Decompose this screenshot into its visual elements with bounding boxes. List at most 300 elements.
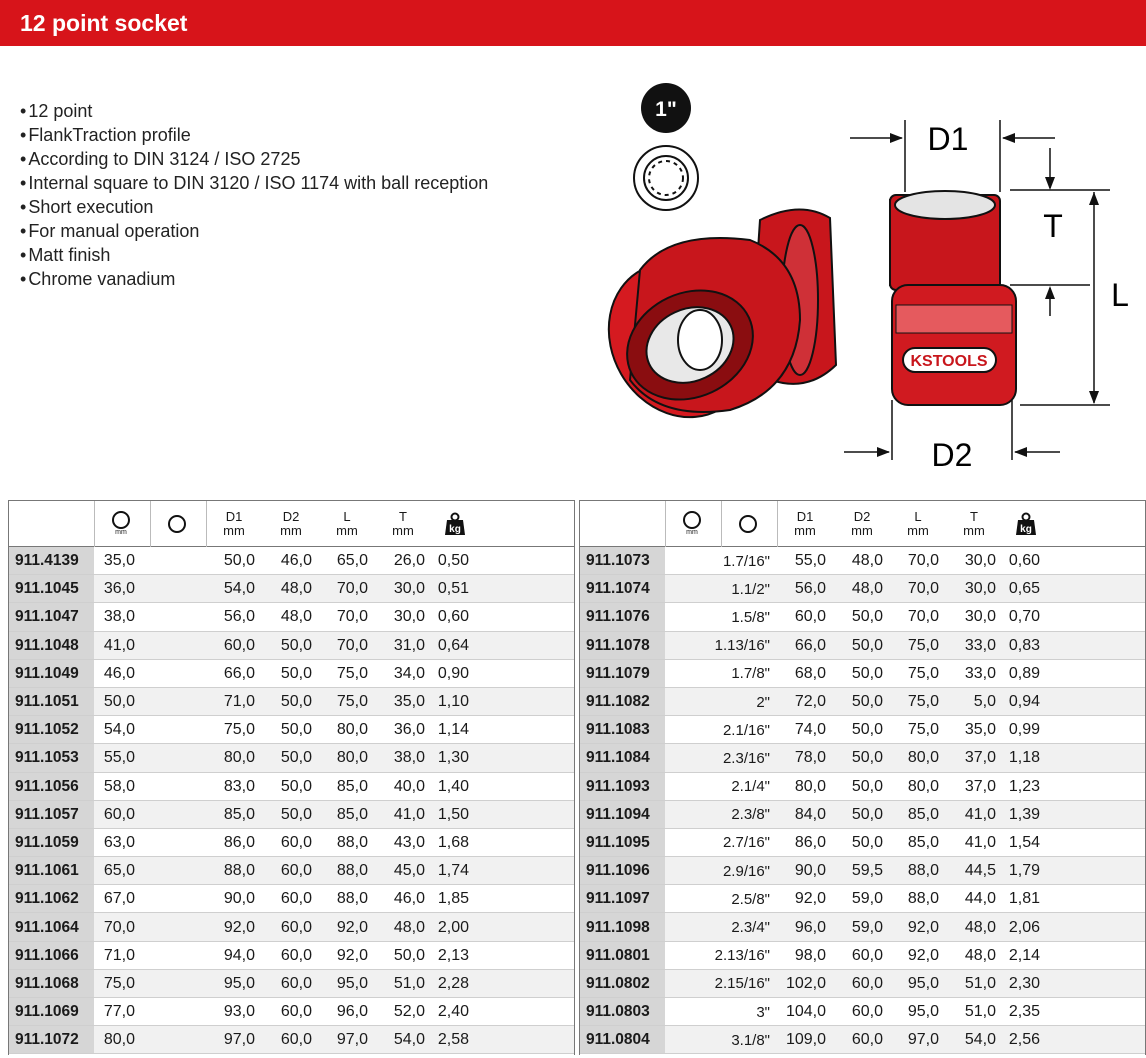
t-cell: 48,0 [964, 918, 996, 936]
t-cell: 30,0 [964, 608, 996, 626]
weight-cell: 1,23 [1008, 777, 1040, 795]
weight-icon [444, 512, 466, 536]
article-number-cell: 911.4139 [9, 547, 94, 575]
twelve-point-circle-icon [739, 515, 757, 533]
inch-size-cell: 2.7/16" [722, 834, 770, 852]
l-cell: 70,0 [336, 636, 368, 654]
metric-size-cell: 60,0 [103, 805, 135, 823]
t-cell: 46,0 [393, 890, 425, 908]
inch-size-cell: 1.7/8" [731, 665, 770, 683]
article-number-cell: 911.1069 [9, 998, 94, 1026]
feature-item: • For manual operation [20, 219, 488, 243]
weight-cell: 1,18 [1008, 749, 1040, 767]
metric-size-cell: 65,0 [103, 862, 135, 880]
t-cell: 52,0 [393, 1003, 425, 1021]
d2-cell: 50,0 [851, 833, 883, 851]
table-row [9, 801, 574, 829]
d2-cell: 50,0 [280, 749, 312, 767]
weight-cell: 1,40 [437, 777, 469, 795]
weight-cell: 0,89 [1008, 664, 1040, 682]
d1-cell: 71,0 [223, 693, 255, 711]
inch-size-cell: 2.9/16" [722, 862, 770, 880]
d2-cell: 50,0 [851, 777, 883, 795]
article-number-cell: 911.1098 [580, 913, 665, 941]
article-number-cell: 911.1076 [580, 603, 665, 631]
d2-cell: 48,0 [851, 552, 883, 570]
d1-cell: 60,0 [794, 608, 826, 626]
d2-cell: 50,0 [280, 777, 312, 795]
t-cell: 38,0 [393, 749, 425, 767]
table-row [580, 632, 1145, 660]
d2-cell: 50,0 [851, 608, 883, 626]
t-cell: 35,0 [964, 721, 996, 739]
metric-size-cell: 67,0 [103, 890, 135, 908]
d1-cell: 56,0 [223, 608, 255, 626]
l-cell: 92,0 [336, 918, 368, 936]
metric-size-cell: 54,0 [103, 721, 135, 739]
l-cell: 70,0 [907, 552, 939, 570]
d1-cell: 50,0 [223, 552, 255, 570]
dimension-l-label: L [1111, 277, 1129, 313]
metric-size-cell: 80,0 [103, 1031, 135, 1049]
weight-header [1006, 501, 1046, 547]
article-number-cell: 911.1049 [9, 660, 94, 688]
inch-size-cell: 2" [756, 693, 770, 711]
d2-cell: 59,5 [851, 862, 883, 880]
inch-size-cell: 2.3/8" [731, 806, 770, 824]
weight-cell: 0,99 [1008, 721, 1040, 739]
weight-cell: 1,79 [1008, 862, 1040, 880]
d2-header: D2 mm [280, 509, 302, 538]
d2-header: D2 mm [851, 509, 873, 538]
d2-cell: 48,0 [851, 580, 883, 598]
inch-size-cell: 2.5/8" [731, 890, 770, 908]
article-number-cell: 911.1082 [580, 688, 665, 716]
weight-cell: 0,64 [437, 636, 469, 654]
l-cell: 85,0 [907, 805, 939, 823]
l-cell: 85,0 [336, 777, 368, 795]
d1-cell: 56,0 [794, 580, 826, 598]
table-row [580, 660, 1145, 688]
l-cell: 88,0 [336, 833, 368, 851]
table-row [580, 688, 1145, 716]
d1-cell: 97,0 [223, 1031, 255, 1049]
article-number-cell: 911.0802 [580, 970, 665, 998]
d1-cell: 80,0 [223, 749, 255, 767]
article-number-cell: 911.1084 [580, 744, 665, 772]
weight-cell: 0,51 [437, 580, 469, 598]
d1-cell: 98,0 [794, 946, 826, 964]
table-row [9, 998, 574, 1026]
t-cell: 40,0 [393, 777, 425, 795]
feature-item: • Chrome vanadium [20, 267, 488, 291]
page-title: 12 point socket [20, 10, 188, 36]
feature-list [20, 99, 488, 291]
d1-cell: 90,0 [794, 862, 826, 880]
page-header [0, 0, 1146, 46]
t-cell: 54,0 [393, 1031, 425, 1049]
l-cell: 85,0 [907, 833, 939, 851]
d2-cell: 50,0 [280, 721, 312, 739]
d2-cell: 50,0 [851, 664, 883, 682]
weight-cell: 2,35 [1008, 1003, 1040, 1021]
weight-cell: 1,50 [437, 805, 469, 823]
d2-cell: 60,0 [851, 1031, 883, 1049]
article-number-cell: 911.1095 [580, 829, 665, 857]
article-number-cell: 911.1062 [9, 885, 94, 913]
table-row [9, 857, 574, 885]
socket-drawing [600, 60, 1146, 480]
metric-size-cell: 75,0 [103, 974, 135, 992]
t-cell: 33,0 [964, 636, 996, 654]
t-cell: 44,0 [964, 890, 996, 908]
weight-cell: 0,83 [1008, 636, 1040, 654]
weight-cell: 2,58 [437, 1031, 469, 1049]
table-row [580, 857, 1145, 885]
l-cell: 95,0 [907, 1003, 939, 1021]
d1-cell: 78,0 [794, 749, 826, 767]
l-header: L mm [336, 509, 358, 538]
metric-size-cell: 38,0 [103, 608, 135, 626]
inch-size-header [157, 501, 197, 547]
t-cell: 44,5 [964, 862, 996, 880]
socket-side-view-icon [890, 191, 1016, 405]
d1-cell: 86,0 [223, 833, 255, 851]
t-cell: 41,0 [964, 805, 996, 823]
d1-cell: 93,0 [223, 1003, 255, 1021]
inch-size-cell: 2.1/16" [722, 721, 770, 739]
l-cell: 70,0 [907, 580, 939, 598]
d1-cell: 85,0 [223, 805, 255, 823]
d2-cell: 60,0 [280, 918, 312, 936]
t-cell: 26,0 [393, 552, 425, 570]
d1-cell: 90,0 [223, 890, 255, 908]
article-number-cell: 911.1047 [9, 603, 94, 631]
d2-cell: 50,0 [851, 805, 883, 823]
d1-cell: 80,0 [794, 777, 826, 795]
l-cell: 70,0 [336, 580, 368, 598]
d2-cell: 50,0 [851, 749, 883, 767]
table-row [9, 603, 574, 631]
d1-header: D1 mm [223, 509, 245, 538]
table-row [9, 575, 574, 603]
l-cell: 96,0 [336, 1003, 368, 1021]
t-cell: 36,0 [393, 721, 425, 739]
l-cell: 80,0 [336, 749, 368, 767]
feature-item: • FlankTraction profile [20, 123, 488, 147]
table-header [9, 501, 574, 547]
l-cell: 75,0 [907, 721, 939, 739]
weight-cell: 0,60 [437, 608, 469, 626]
l-cell: 80,0 [336, 721, 368, 739]
metric-size-header: mm [101, 501, 141, 547]
table-row [580, 829, 1145, 857]
article-number-cell: 911.1052 [9, 716, 94, 744]
brand-logo: KSTOOLS [910, 353, 988, 370]
t-cell: 30,0 [393, 608, 425, 626]
metric-size-cell: 35,0 [103, 552, 135, 570]
d2-cell: 48,0 [280, 580, 312, 598]
weight-cell: 1,81 [1008, 890, 1040, 908]
weight-header [435, 501, 475, 547]
t-cell: 41,0 [964, 833, 996, 851]
l-cell: 85,0 [336, 805, 368, 823]
t-cell: 5,0 [973, 693, 996, 711]
d2-cell: 60,0 [280, 862, 312, 880]
metric-size-cell: 77,0 [103, 1003, 135, 1021]
t-cell: 51,0 [393, 974, 425, 992]
socket-perspective-icon [600, 209, 836, 443]
d2-cell: 60,0 [280, 1003, 312, 1021]
weight-cell: 0,65 [1008, 580, 1040, 598]
table-row [9, 885, 574, 913]
table-row [580, 913, 1145, 941]
weight-cell: 1,30 [437, 749, 469, 767]
d1-cell: 75,0 [223, 721, 255, 739]
weight-cell: 2,06 [1008, 918, 1040, 936]
metric-size-cell: 70,0 [103, 918, 135, 936]
twelve-point-circle-icon [683, 511, 701, 529]
l-cell: 70,0 [336, 608, 368, 626]
table-row [580, 547, 1145, 575]
t-cell: 50,0 [393, 946, 425, 964]
l-cell: 97,0 [336, 1031, 368, 1049]
table-row [9, 716, 574, 744]
d1-cell: 60,0 [223, 636, 255, 654]
article-number-cell: 911.1057 [9, 801, 94, 829]
metric-size-cell: 58,0 [103, 777, 135, 795]
metric-size-cell: 50,0 [103, 693, 135, 711]
inch-size-cell: 3.1/8" [731, 1031, 770, 1049]
article-number-cell: 911.0803 [580, 998, 665, 1026]
weight-cell: 1,39 [1008, 805, 1040, 823]
l-cell: 75,0 [907, 664, 939, 682]
inch-size-cell: 1.5/8" [731, 608, 770, 626]
inch-size-cell: 2.3/16" [722, 749, 770, 767]
table-row [9, 688, 574, 716]
article-number-cell: 911.1097 [580, 885, 665, 913]
t-header: T mm [963, 509, 985, 538]
d1-cell: 84,0 [794, 805, 826, 823]
article-number-cell: 911.1048 [9, 632, 94, 660]
d2-cell: 60,0 [280, 946, 312, 964]
weight-cell: 2,00 [437, 918, 469, 936]
l-cell: 95,0 [336, 974, 368, 992]
article-number-cell: 911.1064 [9, 913, 94, 941]
t-cell: 35,0 [393, 693, 425, 711]
l-cell: 88,0 [336, 862, 368, 880]
d1-cell: 94,0 [223, 946, 255, 964]
table-row [9, 773, 574, 801]
table-row [580, 1026, 1145, 1054]
twelve-point-circle-icon [112, 511, 130, 529]
weight-cell: 1,54 [1008, 833, 1040, 851]
d1-cell: 68,0 [794, 664, 826, 682]
article-number-cell: 911.1093 [580, 773, 665, 801]
t-cell: 54,0 [964, 1031, 996, 1049]
table-row [580, 716, 1145, 744]
d1-cell: 96,0 [794, 918, 826, 936]
t-cell: 37,0 [964, 777, 996, 795]
table-row [9, 913, 574, 941]
d2-cell: 60,0 [851, 974, 883, 992]
d1-cell: 92,0 [794, 890, 826, 908]
table-row [580, 603, 1145, 631]
weight-cell: 1,14 [437, 721, 469, 739]
article-number-cell: 911.1056 [9, 773, 94, 801]
article-number-cell: 911.1094 [580, 801, 665, 829]
table-body [9, 547, 574, 1054]
weight-cell: 2,40 [437, 1003, 469, 1021]
t-cell: 37,0 [964, 749, 996, 767]
table-row [580, 942, 1145, 970]
d1-cell: 54,0 [223, 580, 255, 598]
weight-cell: 0,50 [437, 552, 469, 570]
inch-size-cell: 2.15/16" [714, 975, 770, 993]
weight-icon [1015, 512, 1037, 536]
metric-size-cell: 63,0 [103, 833, 135, 851]
inch-size-header [728, 501, 768, 547]
t-cell: 48,0 [964, 946, 996, 964]
inch-size-cell: 1.13/16" [714, 637, 770, 655]
d1-cell: 92,0 [223, 918, 255, 936]
feature-item: • 12 point [20, 99, 488, 123]
l-cell: 70,0 [907, 608, 939, 626]
metric-sizes-table [8, 500, 575, 1055]
table-row [580, 885, 1145, 913]
t-cell: 43,0 [393, 833, 425, 851]
metric-size-cell: 71,0 [103, 946, 135, 964]
twelve-point-profile-icon [634, 146, 698, 210]
svg-text:kg: kg [1020, 524, 1032, 535]
table-row [9, 942, 574, 970]
article-number-cell: 911.1083 [580, 716, 665, 744]
table-body [580, 547, 1145, 1054]
feature-item: • Internal square to DIN 3120 / ISO 1174 with ball reception [20, 171, 488, 195]
t-header: T mm [392, 509, 414, 538]
l-cell: 80,0 [907, 749, 939, 767]
drive-size-label: 1" [655, 98, 677, 121]
article-number-cell: 911.1078 [580, 632, 665, 660]
d2-cell: 60,0 [851, 946, 883, 964]
table-row [580, 773, 1145, 801]
weight-cell: 1,74 [437, 862, 469, 880]
l-header: L mm [907, 509, 929, 538]
inch-size-cell: 1.1/2" [731, 580, 770, 598]
article-number-cell: 911.1068 [9, 970, 94, 998]
l-cell: 65,0 [336, 552, 368, 570]
weight-cell: 0,70 [1008, 608, 1040, 626]
table-row [9, 632, 574, 660]
d2-cell: 50,0 [280, 664, 312, 682]
t-cell: 48,0 [393, 918, 425, 936]
l-cell: 92,0 [336, 946, 368, 964]
t-cell: 33,0 [964, 664, 996, 682]
d1-cell: 72,0 [794, 693, 826, 711]
d1-cell: 109,0 [785, 1031, 826, 1049]
weight-cell: 2,14 [1008, 946, 1040, 964]
metric-size-cell: 46,0 [103, 664, 135, 682]
article-number-cell: 911.1059 [9, 829, 94, 857]
l-cell: 75,0 [907, 636, 939, 654]
metric-size-cell: 41,0 [103, 636, 135, 654]
weight-cell: 0,90 [437, 664, 469, 682]
inch-size-cell: 3" [756, 1003, 770, 1021]
article-number-cell: 911.1079 [580, 660, 665, 688]
weight-cell: 2,13 [437, 946, 469, 964]
l-cell: 97,0 [907, 1031, 939, 1049]
t-cell: 31,0 [393, 636, 425, 654]
weight-cell: 0,60 [1008, 552, 1040, 570]
weight-cell: 1,10 [437, 693, 469, 711]
d1-cell: 66,0 [794, 636, 826, 654]
d2-cell: 60,0 [280, 890, 312, 908]
d1-cell: 66,0 [223, 664, 255, 682]
t-cell: 34,0 [393, 664, 425, 682]
article-number-cell: 911.1045 [9, 575, 94, 603]
inch-size-cell: 2.3/4" [731, 919, 770, 937]
table-row [580, 801, 1145, 829]
d1-cell: 86,0 [794, 833, 826, 851]
t-cell: 30,0 [393, 580, 425, 598]
d2-cell: 60,0 [280, 974, 312, 992]
inch-size-cell: 2.1/4" [731, 778, 770, 796]
l-cell: 95,0 [907, 974, 939, 992]
table-row [9, 829, 574, 857]
article-number-cell: 911.0804 [580, 1026, 665, 1054]
article-number-cell: 911.1074 [580, 575, 665, 603]
l-cell: 80,0 [907, 777, 939, 795]
l-cell: 75,0 [336, 664, 368, 682]
l-cell: 92,0 [907, 946, 939, 964]
t-cell: 30,0 [964, 552, 996, 570]
feature-item: • Matt finish [20, 243, 488, 267]
t-cell: 41,0 [393, 805, 425, 823]
dimension-d1-label: D1 [927, 121, 969, 157]
dimension-d2-label: D2 [931, 437, 973, 473]
weight-cell: 2,28 [437, 974, 469, 992]
l-cell: 92,0 [907, 918, 939, 936]
t-cell: 51,0 [964, 974, 996, 992]
weight-cell: 2,30 [1008, 974, 1040, 992]
d1-cell: 74,0 [794, 721, 826, 739]
d2-cell: 60,0 [280, 1031, 312, 1049]
article-number-cell: 911.1073 [580, 547, 665, 575]
d2-cell: 50,0 [851, 721, 883, 739]
weight-cell: 1,68 [437, 833, 469, 851]
svg-text:kg: kg [449, 524, 461, 535]
t-cell: 45,0 [393, 862, 425, 880]
table-row [580, 970, 1145, 998]
d2-cell: 50,0 [280, 636, 312, 654]
d2-cell: 50,0 [851, 693, 883, 711]
article-number-cell: 911.1096 [580, 857, 665, 885]
table-row [9, 970, 574, 998]
d1-cell: 95,0 [223, 974, 255, 992]
article-number-cell: 911.0801 [580, 942, 665, 970]
table-row [9, 1026, 574, 1054]
article-number-cell: 911.1053 [9, 744, 94, 772]
metric-size-cell: 36,0 [103, 580, 135, 598]
inch-size-cell: 2.13/16" [714, 947, 770, 965]
d2-cell: 46,0 [280, 552, 312, 570]
inch-size-cell: 1.7/16" [722, 552, 770, 570]
t-cell: 30,0 [964, 580, 996, 598]
table-row [9, 744, 574, 772]
metric-size-header: mm [672, 501, 712, 547]
d1-cell: 55,0 [794, 552, 826, 570]
inch-sizes-table [579, 500, 1146, 1055]
